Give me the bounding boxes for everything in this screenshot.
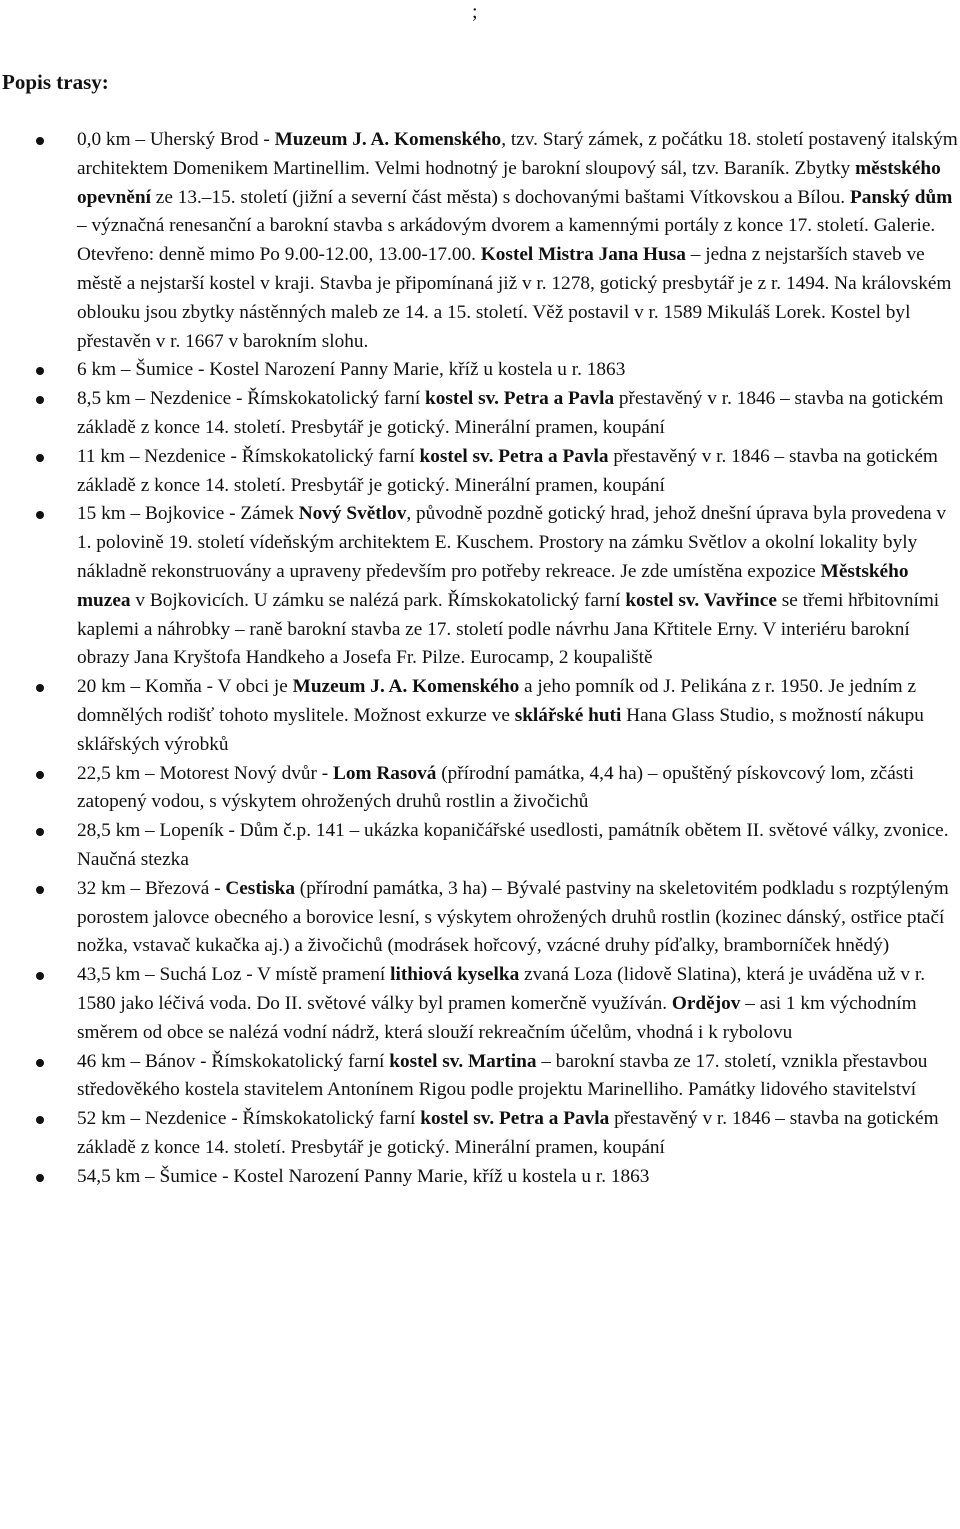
- highlighted-landmark: kostel sv. Martina: [389, 1050, 537, 1072]
- route-stop-text: – barokní stavba ze 17. století, vznikla přestavbou středověkého kostela stavitelem Antonínem Rigou podle projektu Marinelliho. Památky lidového stavitelství: [77, 1050, 928, 1101]
- highlighted-landmark: městského opevnění: [77, 157, 941, 208]
- bullet-icon: [36, 137, 44, 145]
- route-stop-text: 20 km – Komňa - V obci je: [77, 676, 293, 698]
- route-stop-text: přestavěný v r. 1846 – stavba na gotickém základě z konce 14. století. Presbytář je gotický. Minerální pramen, koupání: [77, 388, 944, 438]
- route-stop-text: – jedna z nejstarších staveb ve městě a nejstarší kostel v kraji. Stavba je připomínaná již v r. 1278, gotický presbytář je z r. 1494. Na královském oblouku jsou zbytky nástěnných maleb ze 14. a 15. století. Věž postavil v r. 1589 Mikuláš Lorek. Kostel byl přestavěn v r. 1667 v barokním slohu.: [77, 244, 952, 352]
- route-stop-text: (přírodní památka, 3 ha) – Bývalé pastviny na skeletovitém podkladu s rozptýleným porostem jalovce obecného a borovice lesní, s výskytem ohrožených druhů rostlin (kozinec dánský, ostřice ptačí nožka, vstavač kukačka aj.) a živočichů (modrásek hořcový, vzácné druhy píďalky, bramborníček hnědý): [77, 877, 949, 957]
- bullet-icon: [36, 396, 44, 404]
- route-stop-text: 15 km – Bojkovice - Zámek: [77, 503, 299, 525]
- highlighted-landmark: Lom Rasová: [333, 762, 437, 784]
- route-stop-text: 52 km – Nezdenice - Římskokatolický farní: [77, 1108, 421, 1130]
- route-stop-text: (přírodní památka, 4,4 ha) – opuštěný pískovcový lom, zčásti zatopený vodou, s výskytem ohrožených druhů rostlin a živočichů: [77, 762, 915, 813]
- highlighted-landmark: kostel sv. Petra a Pavla: [425, 388, 615, 410]
- route-stop-item: [0, 126, 958, 356]
- route-stop-text: 32 km – Březová -: [77, 877, 226, 899]
- highlighted-landmark: lithiová kyselka: [390, 964, 520, 986]
- bullet-icon: [36, 511, 44, 519]
- highlighted-landmark: kostel sv. Petra a Pavla: [419, 445, 609, 467]
- route-stop-text: , původně pozdně gotický hrad, jehož dnešní úprava byla provedena v 1. polovině 19. století vídeňským architektem E. Kuschem. Prostory na zámku Světlov a okolní lokality byly nákladně rekonstruovány a upraveny především pro potřeby rekreace. Je zde umístěna expozice: [77, 503, 947, 582]
- highlighted-landmark: Ordějov: [671, 992, 741, 1014]
- page-marker: ;: [472, 1, 478, 23]
- bullet-icon: [36, 828, 44, 836]
- route-stop-text: přestavěný v r. 1846 – stavba na gotickém základě z konce 14. století. Presbytář je gotický. Minerální pramen, koupání: [77, 445, 938, 496]
- route-stop-item: [0, 356, 958, 385]
- highlighted-landmark: sklářské huti: [514, 704, 622, 726]
- highlighted-landmark: kostel sv. Vavřince: [625, 589, 777, 611]
- route-stop-item: [0, 443, 958, 501]
- bullet-icon: [36, 1174, 44, 1182]
- route-stop-text: 0,0 km – Uherský Brod -: [77, 129, 275, 150]
- route-stop-item: [0, 385, 958, 443]
- route-stop-item: [0, 817, 958, 875]
- route-stop-text: přestavěný v r. 1846 – stavba na gotickém základě z konce 14. století. Presbytář je gotický. Minerální pramen, koupání: [77, 1108, 939, 1158]
- bullet-icon: [36, 1059, 44, 1067]
- route-stop-text: 6 km – Šumice - Kostel Narození Panny Marie, kříž u kostela u r. 1863: [77, 359, 626, 381]
- route-stop-text: , tzv. Starý zámek, z počátku 18. století postavený italským architektem Domenikem Martinellim. Velmi hodnotný je barokní sloupový sál, tzv. Baraník. Zbytky: [77, 129, 958, 179]
- route-stop-text: zvaná Loza (lidově Slatina), která je uváděna už v r. 1580 jako léčivá voda. Do II. světové války byl pramen komerčně využíván.: [77, 964, 926, 1014]
- route-stop-text: v Bojkovicích. U zámku se nalézá park. Římskokatolický farní: [130, 589, 626, 611]
- route-stop-text: Hana Glass Studio, s možností nákupu sklářských výrobků: [77, 704, 924, 755]
- route-stop-text: 8,5 km – Nezdenice - Římskokatolický farní: [77, 388, 426, 410]
- highlighted-landmark: Muzeum J. A. Komenského: [292, 676, 520, 698]
- bullet-icon: [36, 454, 44, 462]
- route-stop-text: 46 km – Bánov - Římskokatolický farní: [77, 1050, 390, 1072]
- route-stop-item: [0, 1163, 958, 1192]
- highlighted-landmark: Panský dům: [849, 186, 953, 208]
- highlighted-landmark: Nový Světlov: [298, 503, 407, 525]
- route-stop-text: 43,5 km – Suchá Loz - V místě pramení: [77, 964, 391, 986]
- route-stop-item: [0, 875, 958, 961]
- route-description-heading: Popis trasy:: [2, 70, 109, 94]
- highlighted-landmark: Městského muzea: [77, 560, 909, 611]
- route-stop-item: [0, 760, 958, 818]
- route-stop-item: [0, 961, 958, 1047]
- route-stop-item: [0, 1048, 958, 1106]
- route-stop-item: [0, 1105, 958, 1163]
- route-stop-text: a jeho pomník od J. Pelikána z r. 1950. Je jedním z domnělých rodišť tohoto myslitele. Možnost exkurze ve: [77, 676, 917, 726]
- route-stop-list: [0, 126, 958, 1191]
- highlighted-landmark: Cestiska: [225, 877, 295, 899]
- route-stop-text: 54,5 km – Šumice - Kostel Narození Panny Marie, kříž u kostela u r. 1863: [77, 1165, 650, 1187]
- highlighted-landmark: Kostel Mistra Jana Husa: [480, 244, 686, 266]
- bullet-icon: [36, 684, 44, 692]
- route-stop-text: – význačná renesanční a barokní stavba s arkádovým dvorem a kamennými portály z konce 17. století. Galerie. Otevřeno: denně mimo Po 9.00-12.00, 13.00-17.00.: [77, 215, 936, 266]
- route-stop-item: [0, 673, 958, 759]
- bullet-icon: [36, 972, 44, 980]
- route-stop-text: – asi 1 km východním směrem od obce se nalézá vodní nádrž, která slouží rekreačním účelům, vhodná i k rybolovu: [77, 992, 917, 1043]
- route-stop-text: 22,5 km – Motorest Nový dvůr -: [77, 762, 333, 784]
- route-stop-text: 28,5 km – Lopeník - Dům č.p. 141 – ukázka kopaničářské usedlosti, památník obětem II. světové války, zvonice. Naučná stezka: [77, 820, 949, 870]
- route-stop-item: [0, 500, 958, 673]
- route-stop-text: se třemi hřbitovními kaplemi a náhrobky – raně barokní stavba ze 17. století podle návrhu Jana Křtitele Erny. V interiéru barokní obrazy Jana Kryštofa Handkeho a Josefa Fr. Pilze. Eurocamp, 2 koupaliště: [77, 589, 940, 669]
- bullet-icon: [36, 367, 44, 375]
- bullet-icon: [36, 1116, 44, 1124]
- route-stop-text: 11 km – Nezdenice - Římskokatolický farní: [77, 445, 420, 467]
- bullet-icon: [36, 886, 44, 894]
- highlighted-landmark: kostel sv. Petra a Pavla: [420, 1108, 610, 1130]
- route-stop-text: ze 13.–15. století (jižní a severní část města) s dochovanými baštami Vítkovskou a Bílou.: [150, 186, 850, 208]
- highlighted-landmark: Muzeum J. A. Komenského: [274, 129, 502, 150]
- bullet-icon: [36, 771, 44, 779]
